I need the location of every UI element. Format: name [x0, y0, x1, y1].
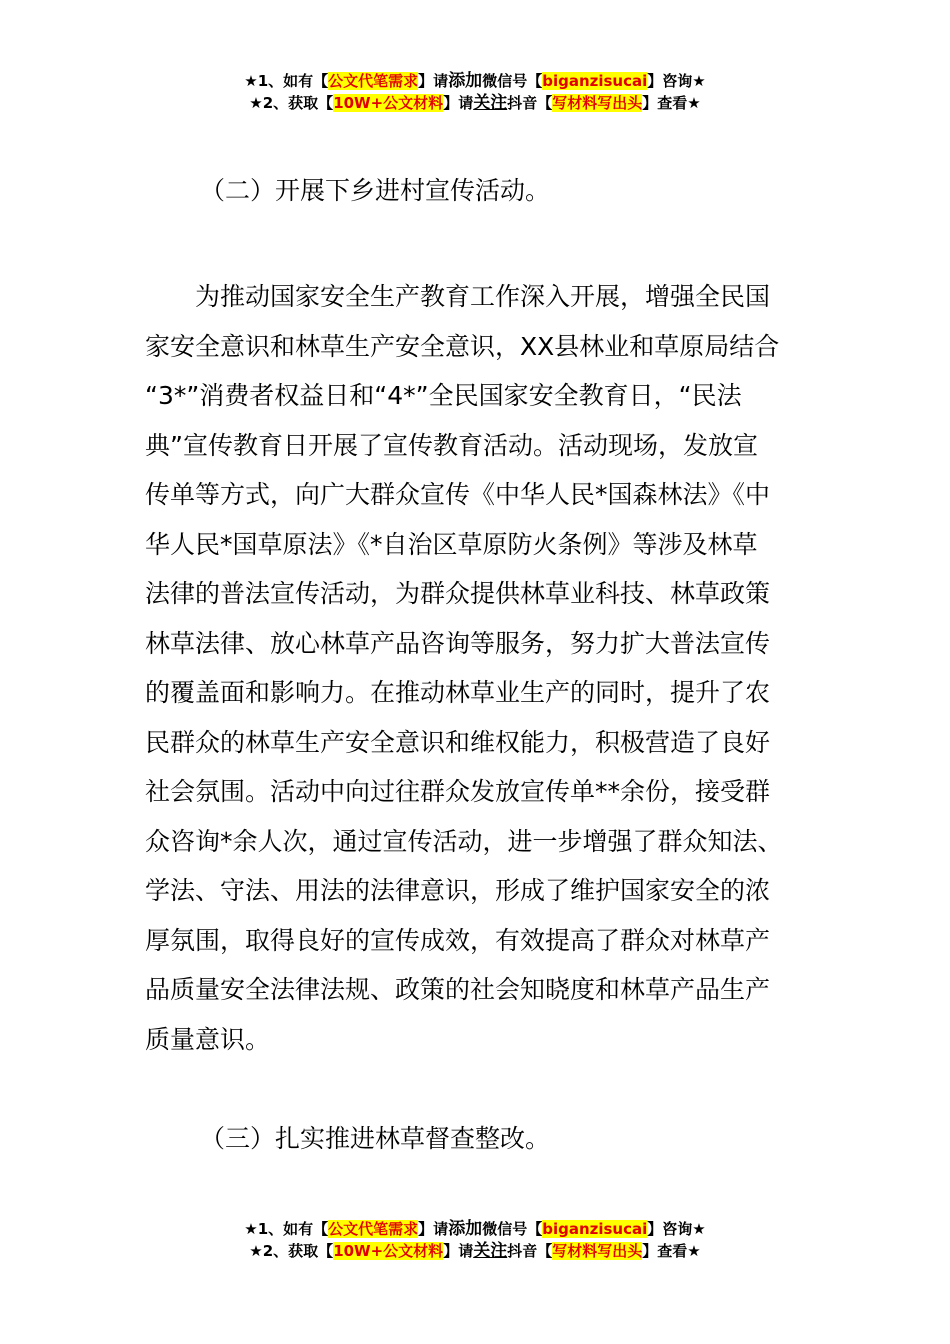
highlight-service: 公文代笔需求 — [328, 72, 419, 90]
paragraph-line: 社会氛围。活动中向过往群众发放宣传单**余份，接受群 — [145, 777, 771, 806]
star-icon: ★ — [244, 72, 258, 90]
promo-line-1: ★1、如有【公文代笔需求】请添加微信号【biganzisucai】咨询★ — [244, 1219, 706, 1239]
paragraph-line: 法律的普法宣传活动，为群众提供林草业科技、林草政策 — [145, 579, 771, 608]
star-icon: ★ — [249, 94, 263, 112]
paragraph-line: “3*”消费者权益日和“4*”全民国家安全教育日，“民法 — [145, 381, 742, 410]
section-heading: （三）扎实推进林草督查整改。 — [200, 1124, 551, 1153]
promo-banner-top — [0, 70, 950, 114]
promo-line-1: ★1、如有【公文代笔需求】请添加微信号【biganzisucai】咨询★ — [244, 71, 706, 91]
star-icon: ★ — [244, 1220, 258, 1238]
paragraph-line: 学法、守法、用法的法律意识，形成了维护国家安全的浓 — [145, 876, 771, 905]
paragraph-line: 的覆盖面和影响力。在推动林草业生产的同时，提升了农 — [145, 678, 771, 707]
paragraph-line: 华人民*国草原法》《*自治区草原防火条例》等涉及林草 — [145, 530, 758, 559]
highlight-service: 公文代笔需求 — [328, 1220, 419, 1238]
promo-line-2: ★2、获取【10W+公文材料】请关注抖音【写材料写出头】查看★ — [249, 1241, 701, 1261]
paragraph-line: 家安全意识和林草生产安全意识，XX县林业和草原局结合 — [145, 332, 780, 361]
highlight-wechat-id: biganzisucai — [542, 72, 648, 90]
section-heading: （二）开展下乡进村宣传活动。 — [200, 176, 551, 205]
star-icon: ★ — [687, 94, 701, 112]
paragraph-line: 林草法律、放心林草产品咨询等服务，努力扩大普法宣传 — [145, 629, 771, 658]
star-icon: ★ — [249, 1242, 263, 1260]
highlight-materials: 10W+公文材料 — [333, 1242, 444, 1260]
highlight-wechat-id: biganzisucai — [542, 1220, 648, 1238]
star-icon: ★ — [692, 72, 706, 90]
paragraph-line: 品质量安全法律法规、政策的社会知晓度和林草产品生产 — [145, 975, 771, 1004]
highlight-douyin: 写材料写出头 — [552, 1242, 643, 1260]
promo-banner-bottom — [0, 1218, 950, 1262]
paragraph-line: 厚氛围，取得良好的宣传成效，有效提高了群众对林草产 — [145, 926, 771, 955]
promo-line-2: ★2、获取【10W+公文材料】请关注抖音【写材料写出头】查看★ — [249, 93, 701, 113]
paragraph-line: 众咨询*余人次，通过宣传活动，进一步增强了群众知法、 — [145, 827, 783, 856]
paragraph-line: 典”宣传教育日开展了宣传教育活动。活动现场，发放宣 — [145, 431, 758, 460]
highlight-materials: 10W+公文材料 — [333, 94, 444, 112]
star-icon: ★ — [692, 1220, 706, 1238]
highlight-douyin: 写材料写出头 — [552, 94, 643, 112]
paragraph-line: 传单等方式，向广大群众宣传《中华人民*国森林法》《中 — [145, 480, 771, 509]
paragraph-line: 民群众的林草生产安全意识和维权能力，积极营造了良好 — [145, 728, 771, 757]
paragraph-line: 为推动国家安全生产教育工作深入开展，增强全民国 — [195, 282, 771, 311]
paragraph-line: 质量意识。 — [145, 1025, 271, 1054]
star-icon: ★ — [687, 1242, 701, 1260]
